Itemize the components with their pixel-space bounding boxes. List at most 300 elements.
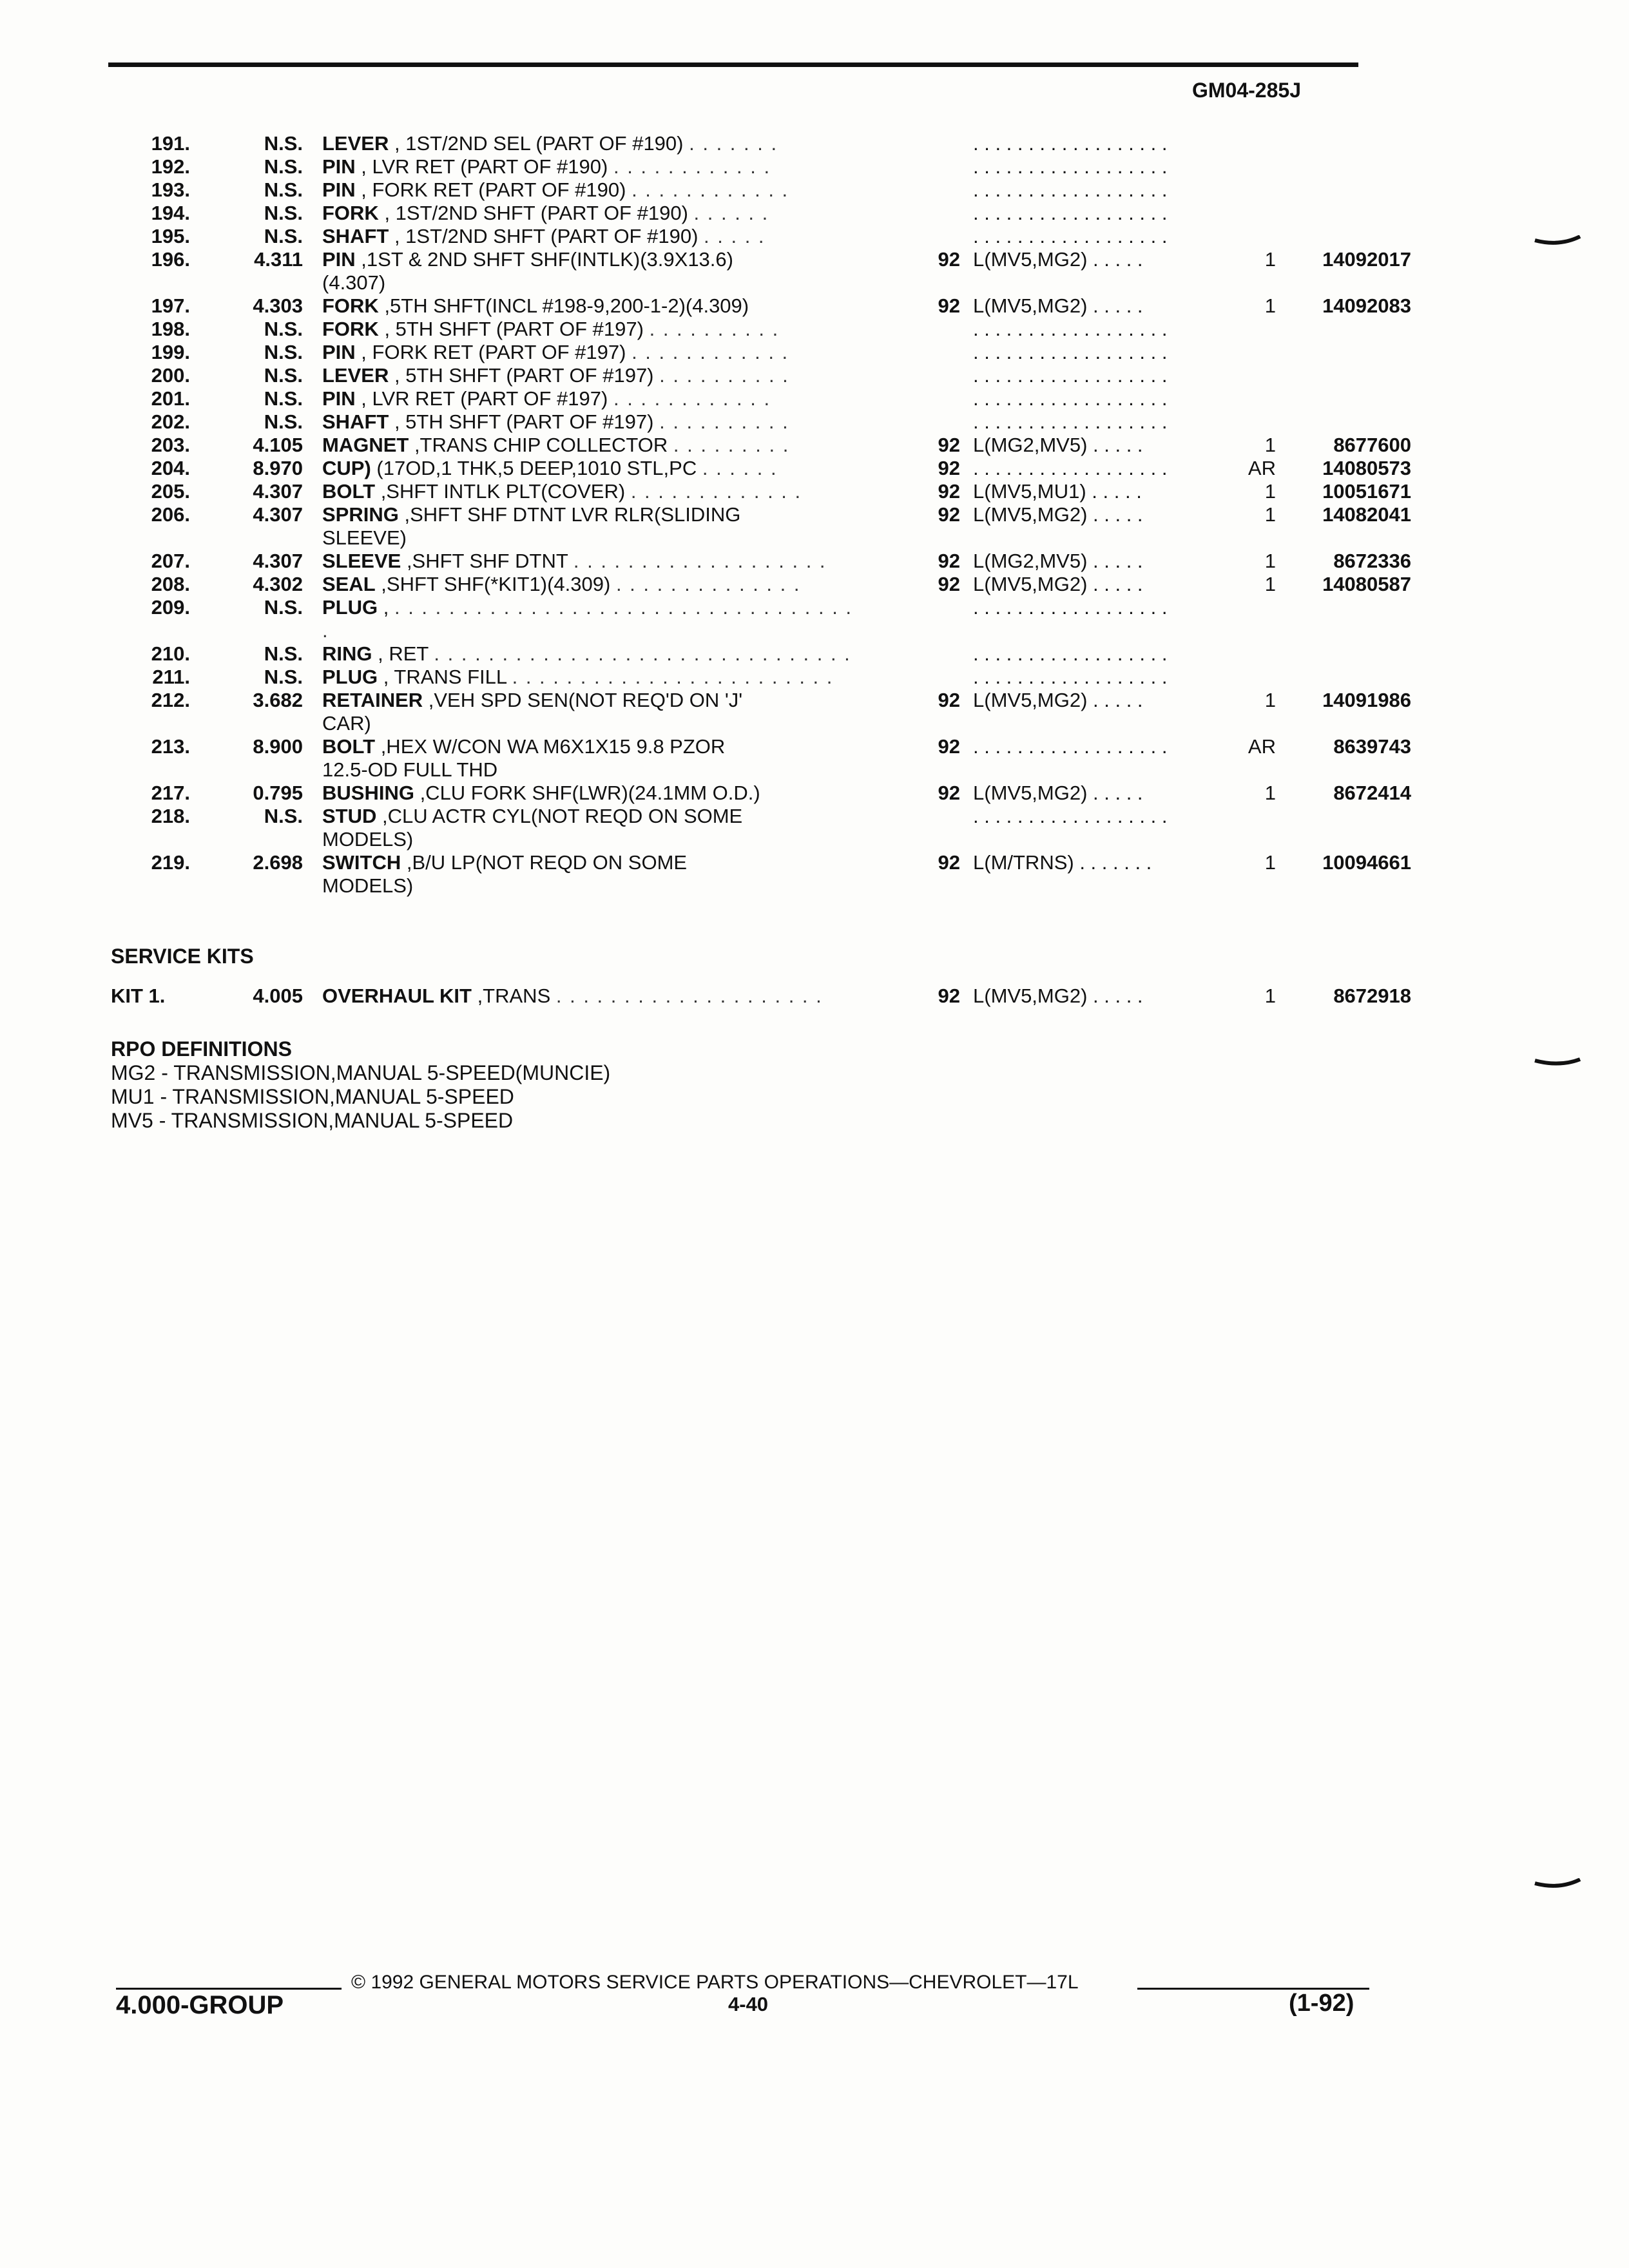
part-name: CUP) xyxy=(322,457,371,479)
part-year: 92 xyxy=(938,689,960,711)
footer-date: (1-92) xyxy=(1289,1990,1354,2017)
part-ref: 199. xyxy=(151,341,190,363)
part-usage: . . . . . . . . . . . . . . . . . . xyxy=(973,178,1168,201)
part-ref: 209. xyxy=(151,596,190,619)
part-description xyxy=(316,132,863,155)
leader-dots: . . . . . . . xyxy=(689,132,778,155)
footer-page-number: 4-40 xyxy=(728,1993,769,2015)
binder-hole-mark xyxy=(1534,235,1582,248)
part-qty xyxy=(1199,805,1289,851)
rpo-item: MV5 - TRANSMISSION,MANUAL 5-SPEED xyxy=(111,1109,514,1132)
part-desc: , LVR RET (PART OF #190) xyxy=(355,155,608,178)
part-group-number: N.S. xyxy=(264,318,303,340)
part-group-number: 2.698 xyxy=(253,851,303,874)
part-ref: 213. xyxy=(151,735,190,758)
part-ref: 205. xyxy=(151,480,190,503)
part-number xyxy=(1289,364,1411,387)
part-name: LEVER xyxy=(322,132,389,155)
part-desc: , xyxy=(378,596,389,619)
leader-dots: . . . . . . . . . . . . . . xyxy=(615,573,801,595)
part-description xyxy=(316,503,863,550)
part-group-number: N.S. xyxy=(264,178,303,201)
part-qty xyxy=(1199,202,1289,225)
part-description xyxy=(316,410,863,434)
part-year xyxy=(863,410,973,434)
part-year xyxy=(863,225,973,248)
part-desc: , 1ST/2ND SHFT (PART OF #190) xyxy=(378,202,688,224)
part-desc-continued: MODELS) xyxy=(322,828,414,850)
part-name: BUSHING xyxy=(322,782,414,804)
part-name: FORK xyxy=(322,202,379,224)
part-qty: 1 xyxy=(1264,550,1276,572)
part-usage: L(MG2,MV5) . . . . . xyxy=(973,434,1143,456)
part-ref: 202. xyxy=(151,410,190,433)
part-number: 14080587 xyxy=(1322,573,1411,595)
part-group-number: 4.307 xyxy=(253,503,303,526)
kit-usage: L(MV5,MG2) . . . . . xyxy=(973,985,1143,1007)
binder-hole-mark xyxy=(1534,1878,1582,1891)
part-name: SPRING xyxy=(322,503,399,526)
part-desc: ,1ST & 2ND SHFT SHF(INTLK)(3.9X13.6) xyxy=(355,248,733,271)
part-group-number: N.S. xyxy=(264,132,303,155)
part-number: 14091986 xyxy=(1322,689,1411,711)
part-qty xyxy=(1199,666,1289,689)
part-usage: L(MV5,MG2) . . . . . xyxy=(973,689,1143,711)
part-ref: 198. xyxy=(151,318,190,340)
part-row xyxy=(110,735,1411,782)
part-qty: 1 xyxy=(1264,851,1276,874)
part-desc: , 1ST/2ND SEL (PART OF #190) xyxy=(389,132,684,155)
part-name: PIN xyxy=(322,341,356,363)
part-name: PLUG xyxy=(322,666,378,688)
part-year: 92 xyxy=(938,782,960,804)
part-usage: . . . . . . . . . . . . . . . . . . xyxy=(973,410,1168,433)
part-group-number: N.S. xyxy=(264,410,303,433)
part-row xyxy=(110,132,1398,155)
part-usage: L(MV5,MG2) . . . . . xyxy=(973,248,1143,271)
part-usage: . . . . . . . . . . . . . . . . . . xyxy=(973,225,1168,247)
part-ref: 197. xyxy=(151,294,190,317)
part-row xyxy=(110,318,1398,341)
part-number xyxy=(1289,341,1411,364)
part-usage: . . . . . . . . . . . . . . . . . . xyxy=(973,596,1168,619)
part-qty: 1 xyxy=(1264,503,1276,526)
part-number: 8677600 xyxy=(1333,434,1411,456)
part-year: 92 xyxy=(938,550,960,572)
part-name: SHAFT xyxy=(322,410,389,433)
part-desc: , FORK RET (PART OF #197) xyxy=(355,341,626,363)
part-qty xyxy=(1199,387,1289,410)
part-number: 14080573 xyxy=(1322,457,1411,479)
part-row xyxy=(110,434,1411,457)
leader-dots: . . . . . xyxy=(704,225,766,247)
part-number: 8672414 xyxy=(1333,782,1411,804)
part-row xyxy=(110,851,1411,898)
part-year: 92 xyxy=(938,248,960,271)
part-desc: , FORK RET (PART OF #190) xyxy=(355,178,626,201)
part-name: PIN xyxy=(322,155,356,178)
part-qty xyxy=(1199,155,1289,178)
part-qty xyxy=(1199,318,1289,341)
part-ref: 201. xyxy=(151,387,190,410)
part-row xyxy=(110,341,1398,364)
part-number xyxy=(1289,178,1411,202)
part-desc: ,VEH SPD SEN(NOT REQ'D ON 'J' xyxy=(423,689,743,711)
part-desc: , RET xyxy=(372,642,429,665)
part-ref: 204. xyxy=(151,457,190,479)
leader-dots: . . . . . . . . . . . . . xyxy=(630,480,802,503)
part-qty: 1 xyxy=(1264,434,1276,456)
kit-description xyxy=(316,985,863,1008)
part-number: 8639743 xyxy=(1333,735,1411,758)
part-description xyxy=(316,851,863,898)
part-name: RING xyxy=(322,642,372,665)
part-number xyxy=(1289,666,1411,689)
part-desc: ,B/U LP(NOT REQD ON SOME xyxy=(401,851,688,874)
part-desc: ,5TH SHFT(INCL #198-9,200-1-2)(4.309) xyxy=(378,294,749,317)
part-row xyxy=(110,410,1398,434)
part-group-number: N.S. xyxy=(264,666,303,688)
part-ref: 211. xyxy=(152,666,190,688)
part-qty xyxy=(1199,132,1289,155)
part-row xyxy=(110,202,1398,225)
part-ref: 193. xyxy=(151,178,190,201)
part-year: 92 xyxy=(938,434,960,456)
part-description xyxy=(316,387,863,410)
kit-dots: . . . . . . . . . . . . . . . . . . . . xyxy=(555,985,823,1007)
part-desc: , 5TH SHFT (PART OF #197) xyxy=(378,318,644,340)
part-ref: 203. xyxy=(151,434,190,456)
part-number xyxy=(1289,596,1411,642)
part-description xyxy=(316,735,863,782)
leader-dots: . . . . . . . . . . . . xyxy=(631,341,789,363)
part-qty xyxy=(1199,178,1289,202)
part-number: 14092017 xyxy=(1322,248,1411,271)
part-row xyxy=(110,480,1411,503)
part-number: 10094661 xyxy=(1322,851,1411,874)
part-group-number: N.S. xyxy=(264,387,303,410)
part-year: 92 xyxy=(938,573,960,595)
part-row xyxy=(110,596,1398,642)
part-qty: AR xyxy=(1248,735,1276,758)
part-row xyxy=(110,178,1398,202)
leader-dots: . . . . . . . . . . . . . . . . . . . . . . . . . . . . . . . xyxy=(434,642,851,665)
part-year xyxy=(863,596,973,642)
footer-copyright: © 1992 GENERAL MOTORS SERVICE PARTS OPERATIONS—CHEVROLET—17L xyxy=(351,1972,1079,1993)
part-row xyxy=(110,573,1411,596)
kit-desc: ,TRANS xyxy=(471,985,551,1007)
part-year xyxy=(863,805,973,851)
part-ref: 192. xyxy=(151,155,190,178)
part-year xyxy=(863,202,973,225)
part-desc: ,SHFT SHF(*KIT1)(4.309) xyxy=(375,573,611,595)
leader-dots: . . . . . . xyxy=(702,457,778,479)
part-number xyxy=(1289,805,1411,851)
part-number xyxy=(1289,132,1411,155)
part-name: PLUG xyxy=(322,596,378,619)
part-row xyxy=(110,155,1398,178)
part-year: 92 xyxy=(938,503,960,526)
part-desc: ,SHFT SHF DTNT LVR RLR(SLIDING xyxy=(398,503,741,526)
part-qty: 1 xyxy=(1264,294,1276,317)
part-description xyxy=(316,480,863,503)
part-ref: 191. xyxy=(151,132,190,155)
part-description xyxy=(316,805,863,851)
part-desc-continued: SLEEVE) xyxy=(322,526,407,549)
part-desc: ,CLU ACTR CYL(NOT REQD ON SOME xyxy=(376,805,743,827)
part-number xyxy=(1289,410,1411,434)
part-number: 14082041 xyxy=(1322,503,1411,526)
part-group-number: N.S. xyxy=(264,596,303,619)
part-year: 92 xyxy=(938,294,960,317)
part-group-number: N.S. xyxy=(264,642,303,665)
part-description xyxy=(316,642,863,666)
part-desc: , LVR RET (PART OF #197) xyxy=(355,387,608,410)
part-row xyxy=(110,503,1411,550)
part-qty xyxy=(1199,410,1289,434)
part-row xyxy=(110,294,1411,318)
part-number: 8672336 xyxy=(1333,550,1411,572)
part-usage: L(MV5,MG2) . . . . . xyxy=(973,782,1143,804)
part-year: 92 xyxy=(938,851,960,874)
part-number xyxy=(1289,642,1411,666)
part-description xyxy=(316,294,863,318)
part-description xyxy=(316,689,863,735)
part-row xyxy=(110,364,1398,387)
part-usage: . . . . . . . . . . . . . . . . . . xyxy=(973,341,1168,363)
part-ref: 196. xyxy=(151,248,190,271)
document-code: GM04-285J xyxy=(1192,79,1301,102)
part-usage: L(MV5,MG2) . . . . . xyxy=(973,573,1143,595)
part-group-number: 8.970 xyxy=(253,457,303,479)
kit-name: OVERHAUL KIT xyxy=(322,985,472,1007)
part-year: 92 xyxy=(938,457,960,479)
part-description xyxy=(316,248,863,294)
part-usage: . . . . . . . . . . . . . . . . . . xyxy=(973,318,1168,340)
part-desc-continued: 12.5-OD FULL THD xyxy=(322,758,498,781)
part-year xyxy=(863,642,973,666)
part-number xyxy=(1289,155,1411,178)
part-usage: . . . . . . . . . . . . . . . . . . xyxy=(973,202,1168,224)
part-year xyxy=(863,341,973,364)
part-number xyxy=(1289,318,1411,341)
part-group-number: N.S. xyxy=(264,225,303,247)
part-desc-continued: (4.307) xyxy=(322,271,386,294)
part-desc: ,HEX W/CON WA M6X1X15 9.8 PZOR xyxy=(375,735,726,758)
part-usage: L(M/TRNS) . . . . . . . xyxy=(973,851,1152,874)
part-name: BOLT xyxy=(322,480,376,503)
part-usage: L(MV5,MU1) . . . . . xyxy=(973,480,1142,503)
part-group-number: N.S. xyxy=(264,155,303,178)
part-row xyxy=(110,642,1398,666)
part-qty: AR xyxy=(1248,457,1276,479)
part-description xyxy=(316,550,863,573)
part-name: MAGNET xyxy=(322,434,409,456)
binder-hole-mark xyxy=(1534,1057,1582,1070)
kit-qty: 1 xyxy=(1264,985,1276,1007)
kit-ref: KIT 1. xyxy=(111,985,166,1007)
kit-year: 92 xyxy=(938,985,960,1007)
rpo-item: MG2 - TRANSMISSION,MANUAL 5-SPEED(MUNCIE) xyxy=(111,1061,611,1084)
service-kit-row xyxy=(110,985,1411,1008)
part-year xyxy=(863,364,973,387)
part-qty: 1 xyxy=(1264,782,1276,804)
part-name: FORK xyxy=(322,318,379,340)
leader-dots: . . . . . . . . . . . . xyxy=(613,387,771,410)
part-row xyxy=(110,248,1411,294)
part-name: STUD xyxy=(322,805,377,827)
part-name: PIN xyxy=(322,178,356,201)
part-group-number: N.S. xyxy=(264,202,303,224)
part-qty xyxy=(1199,364,1289,387)
part-ref: 200. xyxy=(151,364,190,387)
part-name: PIN xyxy=(322,248,356,271)
part-row xyxy=(110,689,1411,735)
part-row xyxy=(110,805,1398,851)
part-group-number: N.S. xyxy=(264,805,303,827)
part-ref: 219. xyxy=(151,851,190,874)
part-name: RETAINER xyxy=(322,689,423,711)
part-qty xyxy=(1199,596,1289,642)
part-group-number: 0.795 xyxy=(253,782,303,804)
part-usage: . . . . . . . . . . . . . . . . . . xyxy=(973,666,1168,688)
leader-dots: . . . . . . . . . . xyxy=(659,410,789,433)
part-desc: , 5TH SHFT (PART OF #197) xyxy=(389,364,654,387)
footer-rule-left xyxy=(116,1988,342,1990)
part-description xyxy=(316,364,863,387)
part-group-number: 4.307 xyxy=(253,480,303,503)
part-ref: 210. xyxy=(151,642,190,665)
leader-dots: . . . . . . . . . . . . xyxy=(631,178,789,201)
part-name: LEVER xyxy=(322,364,389,387)
part-description xyxy=(316,573,863,596)
leader-dots: . . . . . . . . . . . . . . . . . . . . . . . . . . . . . . . . . . . xyxy=(322,596,853,642)
part-year xyxy=(863,155,973,178)
part-row xyxy=(110,457,1411,480)
rpo-heading: RPO DEFINITIONS xyxy=(111,1037,292,1061)
part-group-number: 3.682 xyxy=(253,689,303,711)
part-qty: 1 xyxy=(1264,248,1276,271)
service-kits-heading: SERVICE KITS xyxy=(111,945,254,968)
part-group-number: N.S. xyxy=(264,341,303,363)
kit-group-number: 4.005 xyxy=(253,985,303,1007)
part-row xyxy=(110,550,1411,573)
rpo-item: MU1 - TRANSMISSION,MANUAL 5-SPEED xyxy=(111,1085,514,1108)
part-number: 10051671 xyxy=(1322,480,1411,503)
part-desc: , 1ST/2ND SHFT (PART OF #190) xyxy=(389,225,699,247)
leader-dots: . . . . . . . . . . xyxy=(649,318,780,340)
part-description xyxy=(316,596,863,642)
part-usage: . . . . . . . . . . . . . . . . . . xyxy=(973,387,1168,410)
part-desc: ,SHFT INTLK PLT(COVER) xyxy=(375,480,626,503)
part-year xyxy=(863,387,973,410)
part-usage: . . . . . . . . . . . . . . . . . . xyxy=(973,735,1168,758)
part-ref: 208. xyxy=(151,573,190,595)
part-desc-continued: CAR) xyxy=(322,712,371,735)
part-ref: 207. xyxy=(151,550,190,572)
part-name: FORK xyxy=(322,294,379,317)
part-number xyxy=(1289,202,1411,225)
leader-dots: . . . . . . . . . . xyxy=(659,364,789,387)
part-number xyxy=(1289,387,1411,410)
part-usage: . . . . . . . . . . . . . . . . . . xyxy=(973,642,1168,665)
part-group-number: 4.307 xyxy=(253,550,303,572)
part-description xyxy=(316,457,863,480)
part-description xyxy=(316,202,863,225)
part-name: SLEEVE xyxy=(322,550,401,572)
part-description xyxy=(316,341,863,364)
part-usage: L(MV5,MG2) . . . . . xyxy=(973,503,1143,526)
part-qty: 1 xyxy=(1264,689,1276,711)
part-description xyxy=(316,155,863,178)
part-ref: 194. xyxy=(151,202,190,224)
footer-group: 4.000-GROUP xyxy=(116,1991,284,2019)
leader-dots: . . . . . . . . . . . . . . . . . . . . . . . . xyxy=(512,666,834,688)
part-description xyxy=(316,178,863,202)
part-group-number: 4.303 xyxy=(253,294,303,317)
part-qty: 1 xyxy=(1264,480,1276,503)
rpo-definitions xyxy=(111,1037,610,1133)
part-group-number: 4.105 xyxy=(253,434,303,456)
part-ref: 218. xyxy=(151,805,190,827)
part-year xyxy=(863,132,973,155)
part-name: PIN xyxy=(322,387,356,410)
part-year xyxy=(863,318,973,341)
part-number xyxy=(1289,225,1411,248)
leader-dots: . . . . . . xyxy=(693,202,769,224)
part-group-number: 4.302 xyxy=(253,573,303,595)
part-description xyxy=(316,225,863,248)
part-usage: . . . . . . . . . . . . . . . . . . xyxy=(973,805,1168,827)
part-qty xyxy=(1199,341,1289,364)
part-usage: . . . . . . . . . . . . . . . . . . xyxy=(973,155,1168,178)
part-name: SEAL xyxy=(322,573,376,595)
part-desc: ,CLU FORK SHF(LWR)(24.1MM O.D.) xyxy=(414,782,760,804)
part-description xyxy=(316,318,863,341)
part-year: 92 xyxy=(938,735,960,758)
part-ref: 217. xyxy=(151,782,190,804)
leader-dots: . . . . . . . . . . . . . . . . . . . xyxy=(573,550,827,572)
part-group-number: N.S. xyxy=(264,364,303,387)
part-qty: 1 xyxy=(1264,573,1276,595)
part-qty xyxy=(1199,642,1289,666)
part-usage: . . . . . . . . . . . . . . . . . . xyxy=(973,364,1168,387)
part-desc: ,TRANS CHIP COLLECTOR xyxy=(409,434,668,456)
part-number: 14092083 xyxy=(1322,294,1411,317)
part-description xyxy=(316,666,863,689)
part-name: SHAFT xyxy=(322,225,389,247)
kit-part-number: 8672918 xyxy=(1333,985,1411,1007)
part-desc-continued: MODELS) xyxy=(322,874,414,897)
part-ref: 206. xyxy=(151,503,190,526)
part-name: BOLT xyxy=(322,735,376,758)
leader-dots: . . . . . . . . . xyxy=(673,434,790,456)
part-desc: (17OD,1 THK,5 DEEP,1010 STL,PC xyxy=(371,457,697,479)
part-year: 92 xyxy=(938,480,960,503)
part-group-number: 8.900 xyxy=(253,735,303,758)
part-usage: . . . . . . . . . . . . . . . . . . xyxy=(973,132,1168,155)
part-desc: , 5TH SHFT (PART OF #197) xyxy=(389,410,654,433)
part-usage: . . . . . . . . . . . . . . . . . . xyxy=(973,457,1168,479)
part-desc: , TRANS FILL xyxy=(378,666,506,688)
part-year xyxy=(863,178,973,202)
part-ref: 212. xyxy=(151,689,190,711)
part-row xyxy=(110,387,1398,410)
part-description xyxy=(316,434,863,457)
part-name: SWITCH xyxy=(322,851,401,874)
part-usage: L(MG2,MV5) . . . . . xyxy=(973,550,1143,572)
part-ref: 195. xyxy=(151,225,190,247)
